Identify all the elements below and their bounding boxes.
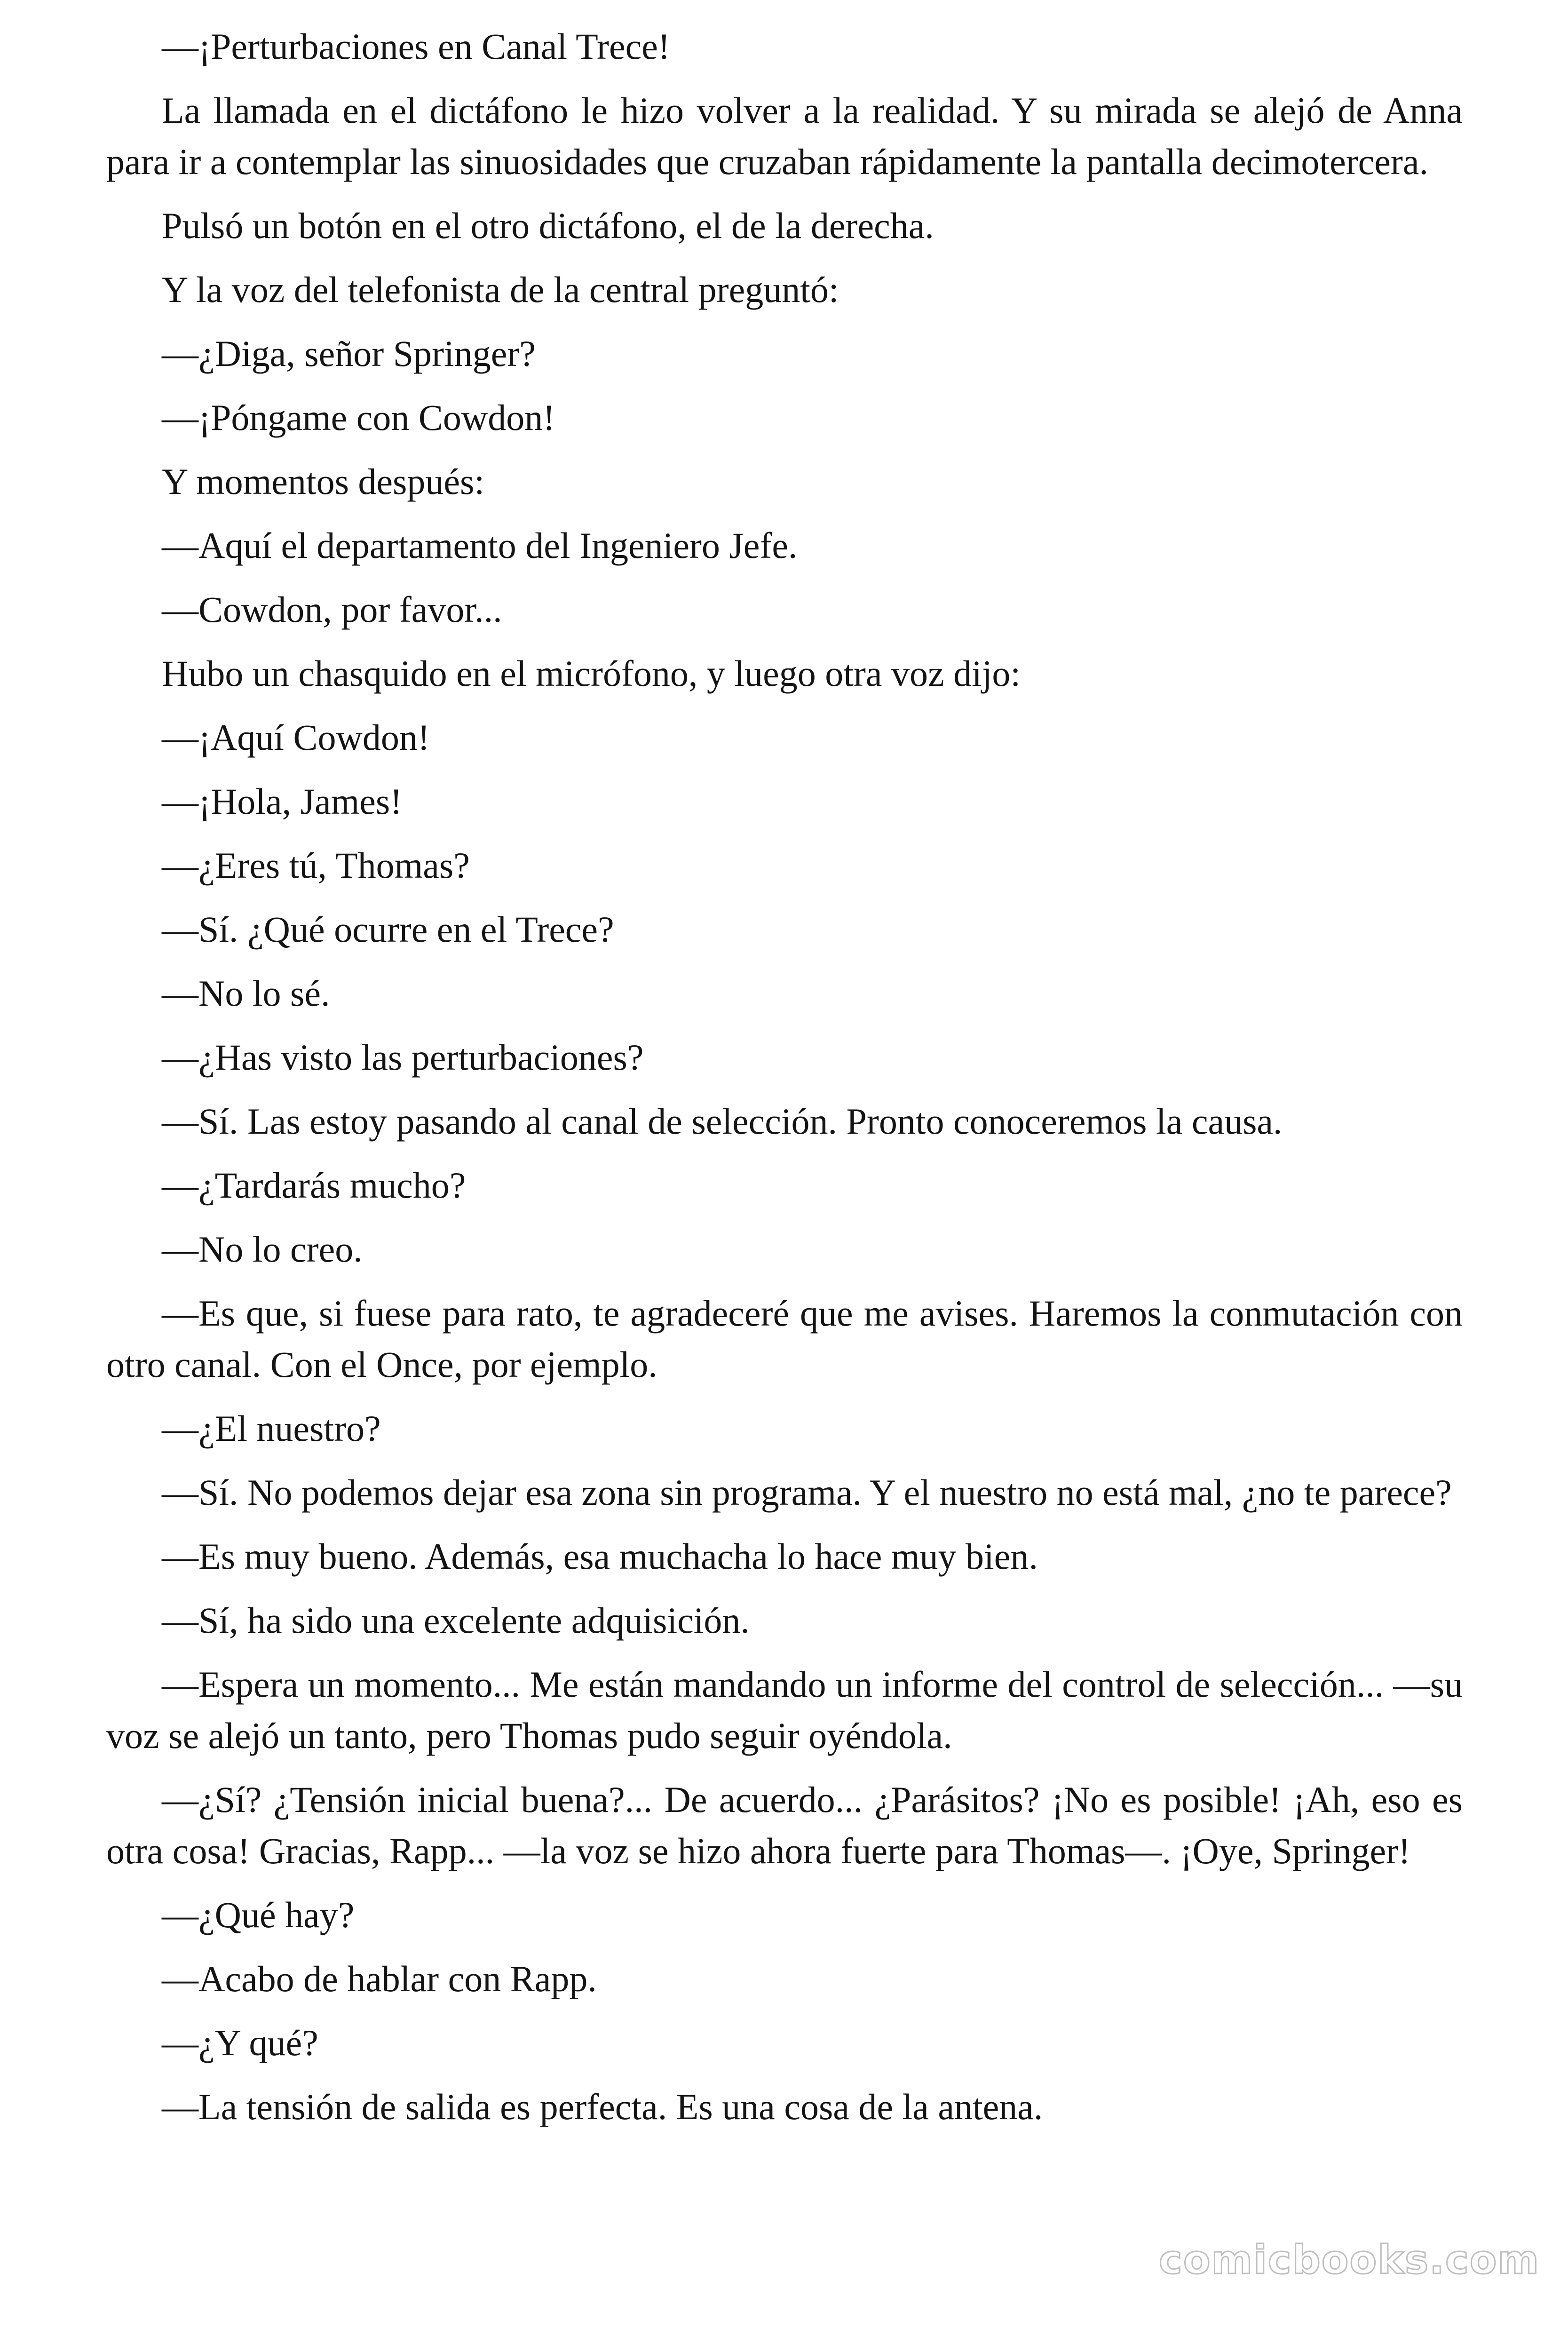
paragraph-4: Y la voz del telefonista de la central preguntó: [162, 269, 839, 310]
paragraph-19: —No lo creo. [162, 1229, 363, 1270]
paragraph-22: —Sí. No podemos dejar esa zona sin programa. Y el nuestro no está mal, ¿no te parece? [162, 1472, 1452, 1513]
paragraph-11: —¡Aquí Cowdon! [162, 717, 430, 758]
paragraph-10: Hubo un chasquido en el micrófono, y luego otra voz dijo: [162, 653, 1021, 694]
paragraph-2: La llamada en el dictáfono le hizo volver a la realidad. Y su mirada se alejó de Anna para ir a contemplar las sinuosidades que cruzaban rápidamente la pantalla decimotercera. [106, 90, 1463, 182]
page-text [106, 21, 1463, 2145]
paragraph-18: —¿Tardarás mucho? [162, 1165, 466, 1206]
paragraph-1: —¡Perturbaciones en Canal Trece! [162, 26, 670, 67]
paragraph-17: —Sí. Las estoy pasando al canal de selección. Pronto conoceremos la causa. [162, 1101, 1283, 1142]
paragraph-28: —Acabo de hablar con Rapp. [162, 1958, 597, 1999]
paragraph-9: —Cowdon, por favor... [162, 589, 502, 630]
paragraph-29: —¿Y qué? [162, 2022, 318, 2063]
paragraph-26: —¿Sí? ¿Tensión inicial buena?... De acuerdo... ¿Parásitos? ¡No es posible! ¡Ah, eso es otra cosa! Gracias, Rapp... —la voz se hizo ahora fuerte para Thomas—. ¡Oye, Springer! [106, 1779, 1463, 1871]
paragraph-25: —Espera un momento... Me están mandando un informe del control de selección... —su voz se alejó un tanto, pero Thomas pudo seguir oyéndola. [106, 1664, 1463, 1756]
paragraph-21: —¿El nuestro? [162, 1408, 381, 1449]
paragraph-30: —La tensión de salida es perfecta. Es una cosa de la antena. [162, 2086, 1043, 2127]
paragraph-27: —¿Qué hay? [162, 1894, 355, 1935]
paragraph-6: —¡Póngame con Cowdon! [162, 397, 555, 438]
paragraph-23: —Es muy bueno. Además, esa muchacha lo hace muy bien. [162, 1536, 1038, 1577]
paragraph-12: —¡Hola, James! [162, 781, 403, 822]
paragraph-5: —¿Diga, señor Springer? [162, 333, 536, 374]
paragraph-7: Y momentos después: [162, 461, 485, 502]
watermark-logo: comicbooks.com [1159, 2237, 1540, 2283]
paragraph-8: —Aquí el departamento del Ingeniero Jefe. [162, 525, 798, 566]
paragraph-15: —No lo sé. [162, 973, 330, 1014]
paragraph-14: —Sí. ¿Qué ocurre en el Trece? [162, 909, 614, 950]
paragraph-13: —¿Eres tú, Thomas? [162, 845, 470, 886]
paragraph-20: —Es que, si fuese para rato, te agradeceré que me avises. Haremos la conmutación con otro canal. Con el Once, por ejemplo. [106, 1293, 1463, 1385]
paragraph-16: —¿Has visto las perturbaciones? [162, 1037, 644, 1078]
paragraph-3: Pulsó un botón en el otro dictáfono, el de la derecha. [162, 205, 934, 246]
paragraph-24: —Sí, ha sido una excelente adquisición. [162, 1600, 750, 1641]
